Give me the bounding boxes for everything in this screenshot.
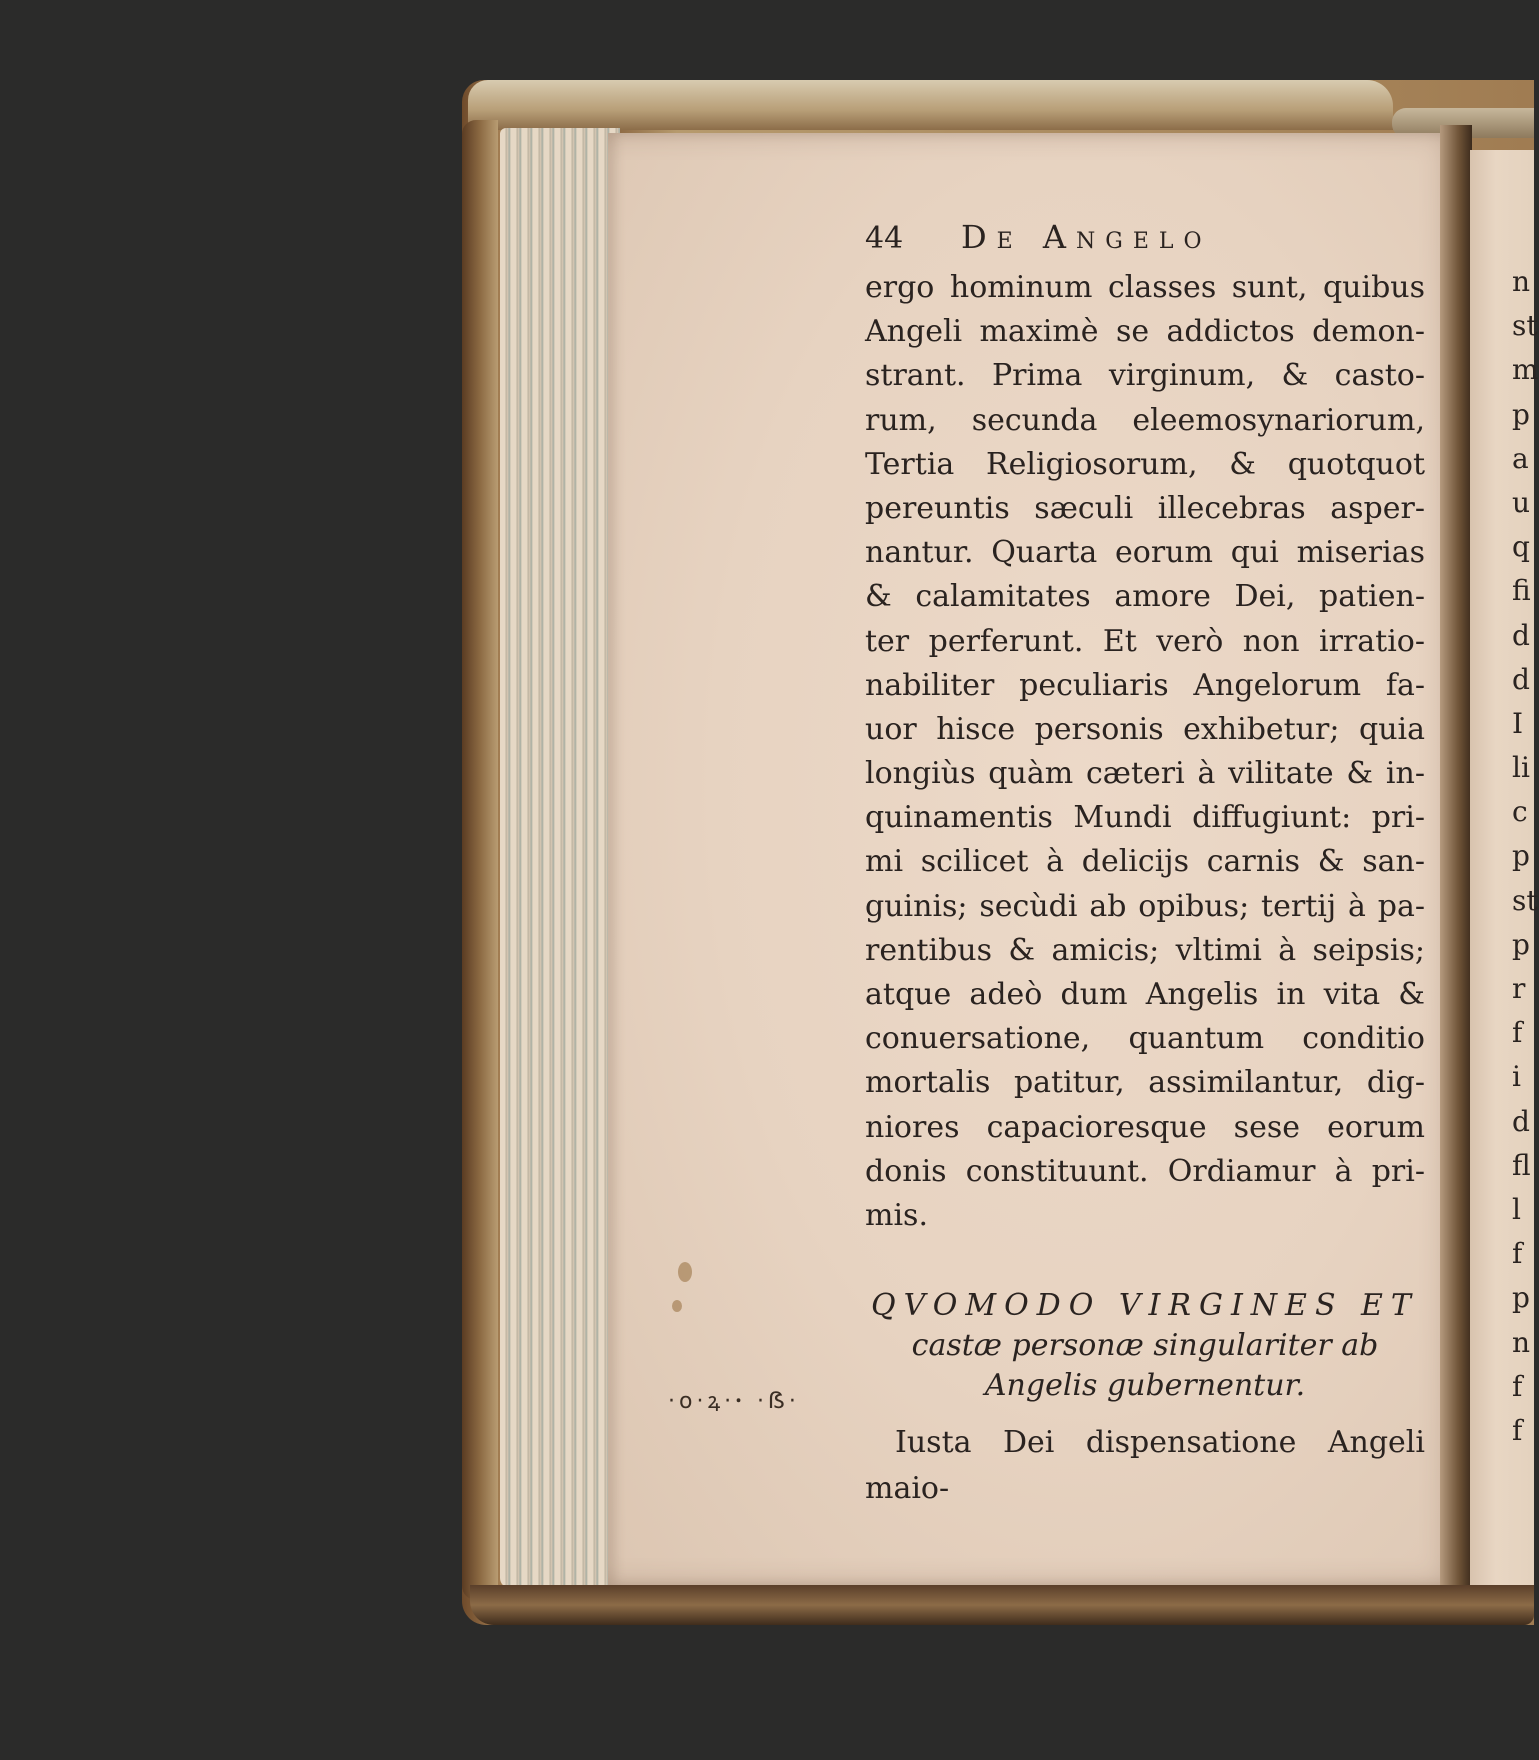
body-paragraph [865,266,1425,1238]
text-line: pereuntis sæculi illecebras asper- [865,490,1425,526]
running-title: De Angelo [961,218,1212,256]
text-line: niores capacioresque sese eorum [865,1109,1425,1145]
text-line: atque adeò dum Angelis in vita & [865,977,1425,1012]
next-page-letter: c [1512,795,1528,829]
next-page-letter: I [1512,706,1524,740]
running-head [865,218,1425,266]
text-line: mis. [865,1197,928,1233]
heading-line: Angelis gubernentur. [984,1368,1306,1404]
text-line: mi scilicet à delicijs carnis & san- [865,844,1425,880]
second-paragraph [865,1420,1425,1512]
section-heading [865,1286,1425,1406]
cover-top-edge [468,80,1393,130]
next-page-letter: d [1512,1104,1530,1138]
next-page-letter: a [1512,441,1529,475]
paper-stain [672,1300,682,1312]
text-line: donis constituunt. Ordiamur à pri- [865,1153,1425,1189]
cover-bottom-edge [470,1585,1534,1625]
next-page-letter: li [1512,751,1530,785]
text-line: mortalis patitur, assimilantur, dig- [865,1065,1425,1101]
text-line: rentibus & amicis; vltimi à seipsis; [865,932,1425,968]
page-number: 44 [865,221,904,256]
next-page-letter: n [1512,1325,1531,1359]
text-line: nabiliter peculiaris Angelorum fa- [865,667,1425,703]
next-page-letter: q [1512,530,1530,564]
paper-stain [678,1262,692,1282]
next-page-letter: p [1512,397,1530,431]
printer-ornament: ·o·ꝝ·ꞏ ·ẞ· [668,1389,800,1414]
next-page-letters [1512,260,1539,1760]
next-page-letter: n [1512,265,1531,298]
next-page-letter: d [1512,618,1530,652]
next-page-letter: st [1512,309,1538,343]
catchword: maio- [865,1471,950,1507]
next-page-letter: fl [1512,1148,1531,1182]
text-line: ergo hominum classes sunt, quibus [865,270,1425,305]
text-line: guinis; secùdi ab opibus; tertij à pa- [865,888,1425,924]
next-page-letter: st [1512,883,1538,917]
next-page-letter: fi [1512,574,1531,608]
text-line: quinamentis Mundi diffugiunt: pri- [865,800,1425,836]
text-line: nantur. Quarta eorum qui miserias [865,535,1425,571]
text-line: longiùs quàm cæteri à vilitate & in- [865,756,1425,792]
next-page-letter: p [1512,927,1530,961]
text-line: rum, secunda eleemosynariorum, [865,402,1425,438]
next-page-letter: m [1512,353,1539,387]
text-line: conuersatione, quantum conditio [865,1021,1425,1057]
heading-line: QVOMODO VIRGINES ET [871,1288,1419,1324]
page-edges [500,128,620,1588]
next-page-letter: p [1512,839,1530,873]
book-spine [462,120,498,1600]
text-line: ter perferunt. Et verò non irratio- [865,623,1425,659]
text-line: Iusta Dei dispensatione Angeli [895,1425,1425,1461]
text-line: strant. Prima virginum, & casto- [865,358,1425,394]
book-gutter [1440,125,1472,1595]
next-page-letter: p [1512,1281,1530,1315]
next-page-letter: f [1512,1237,1523,1271]
text-line: & calamitates amore Dei, patien- [865,579,1425,615]
next-page-letter: f [1512,1413,1523,1447]
next-page-letter: d [1512,662,1530,696]
text-line: uor hisce personis exhibetur; quia [865,711,1425,747]
heading-line: castæ personæ singulariter ab [911,1328,1379,1364]
next-page-letter: f [1512,1016,1523,1050]
next-page-letter: i [1512,1060,1521,1094]
next-page-letter: l [1512,1192,1521,1226]
text-line: Tertia Religiosorum, & quotquot [865,446,1425,482]
next-page-letter: u [1512,485,1531,519]
next-page-letter: f [1512,1369,1523,1403]
page-text [865,218,1425,1512]
text-line: Angeli maximè se addictos demon- [865,314,1425,350]
next-page-letter: r [1512,972,1526,1005]
